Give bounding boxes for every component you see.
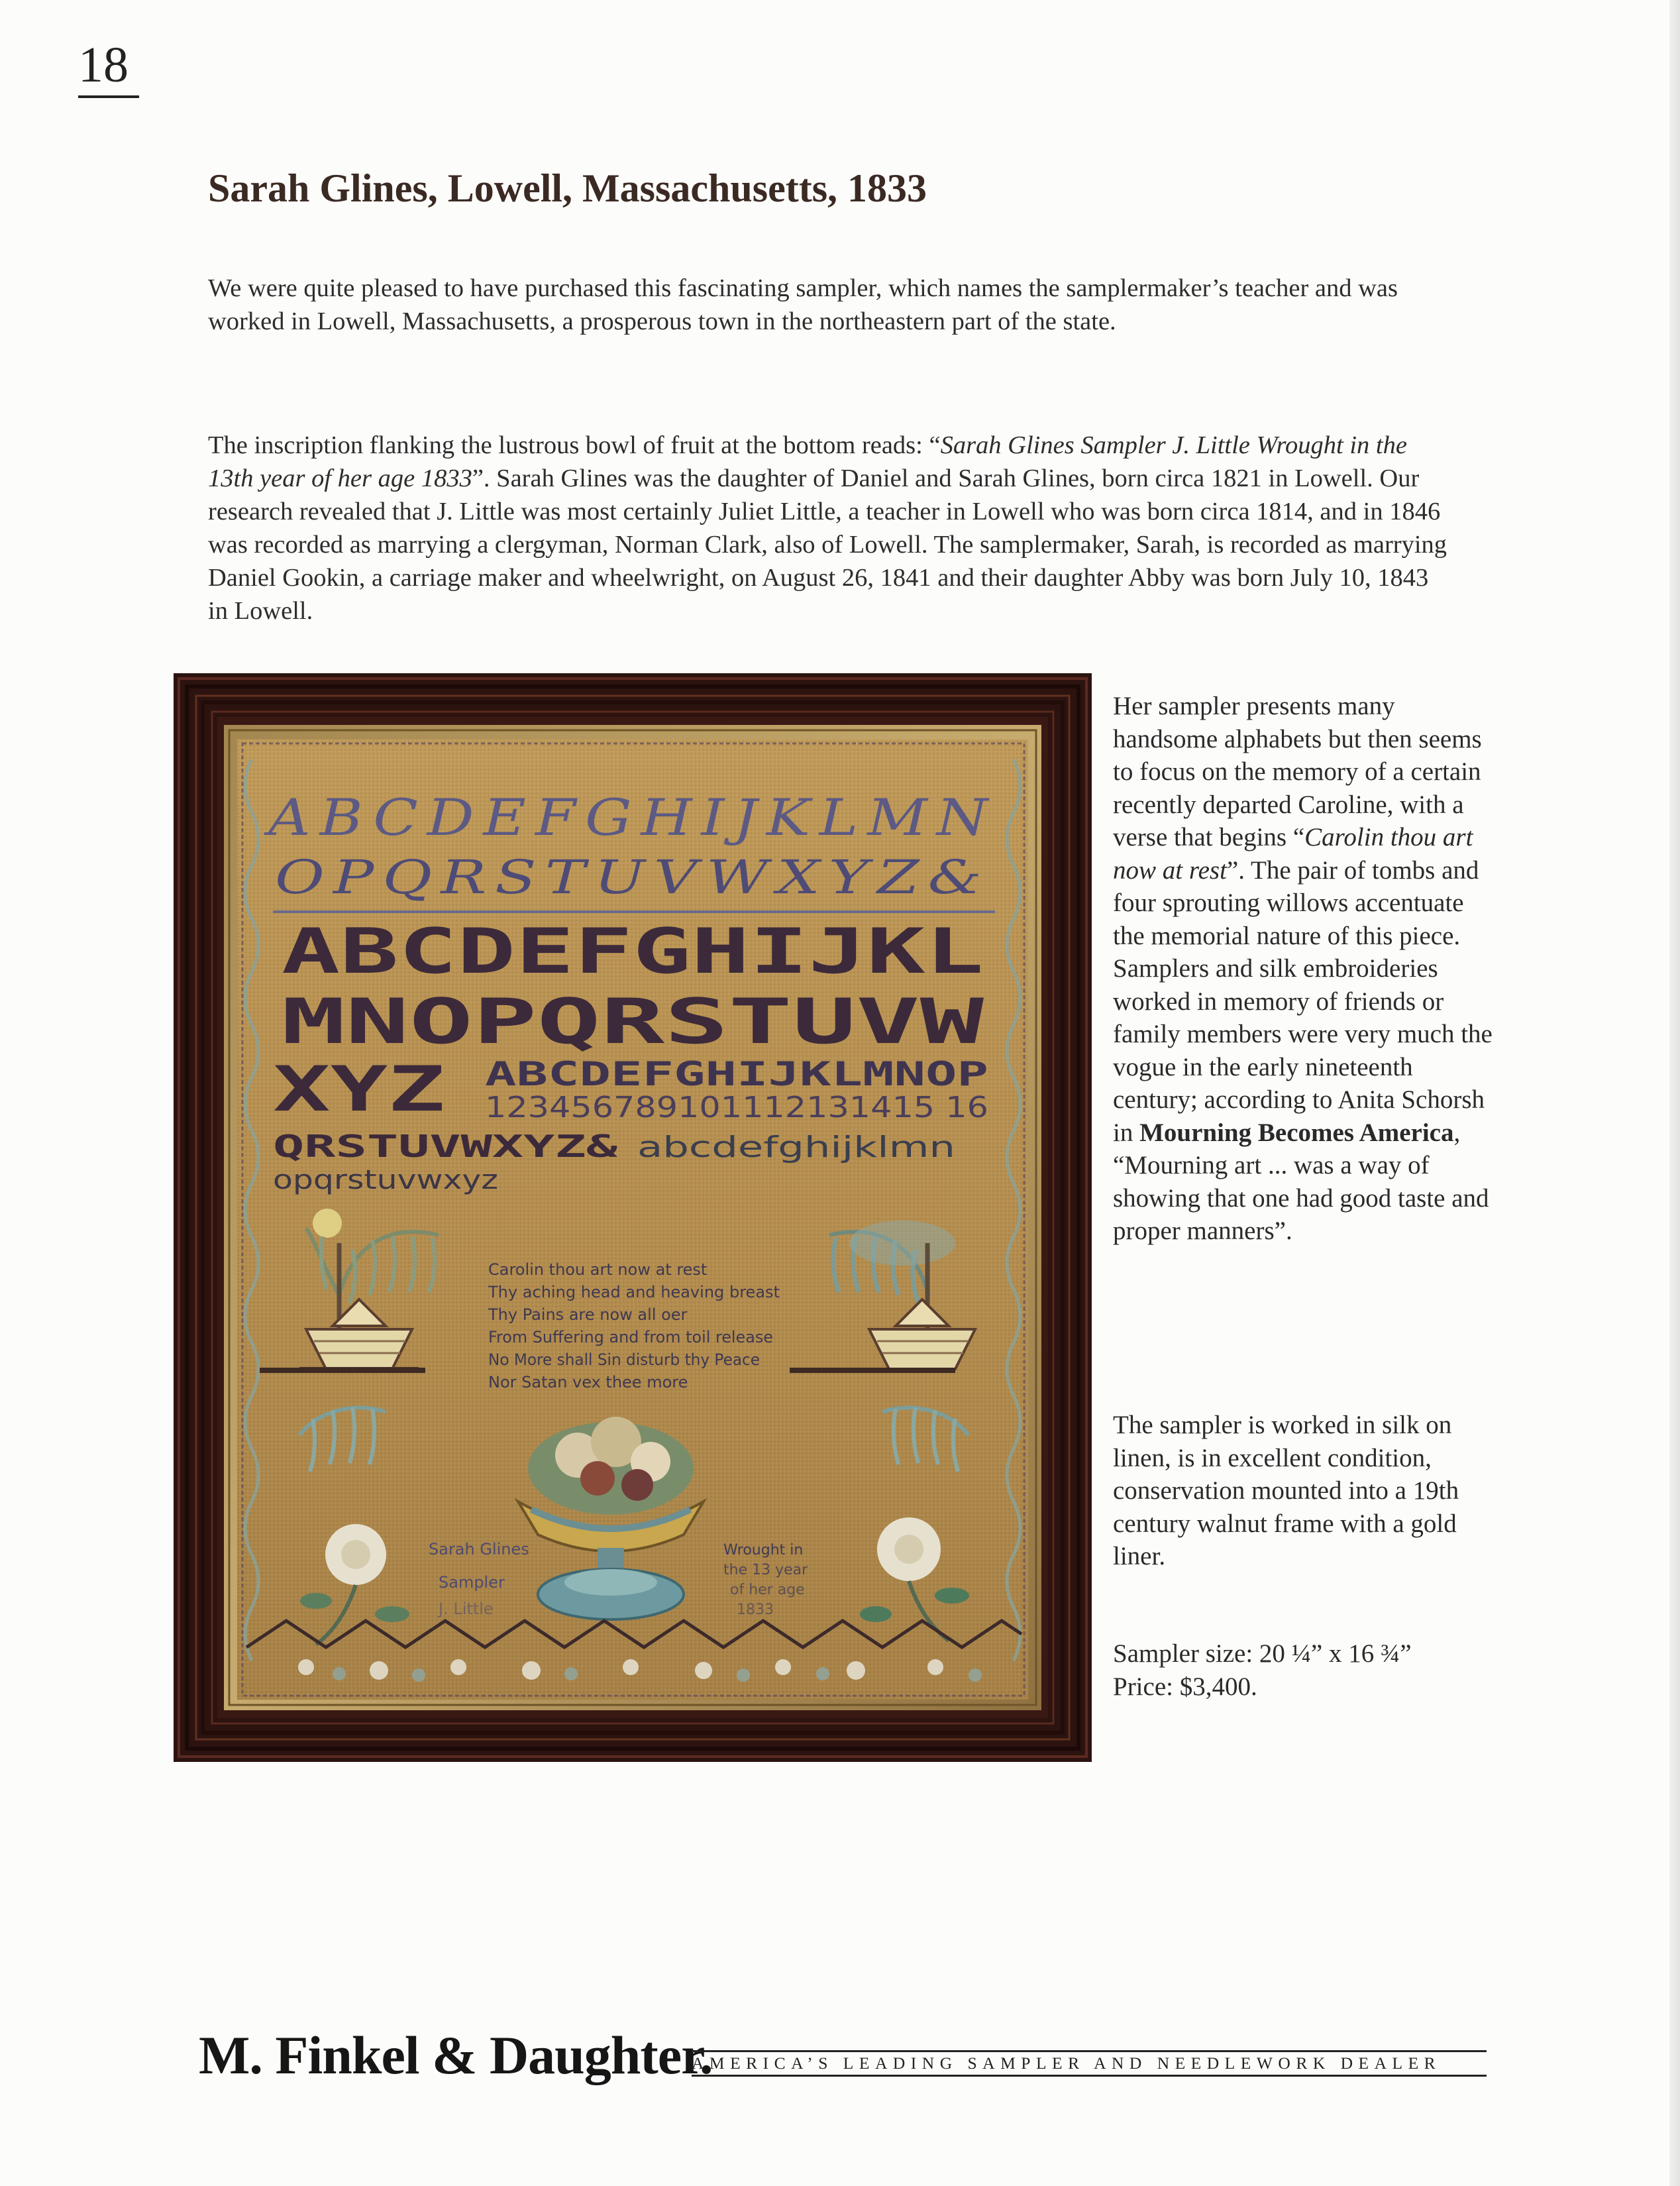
sampler-photograph — [174, 673, 1092, 1762]
right-inscription-line: of her age — [730, 1582, 805, 1598]
condition-column — [1113, 1409, 1497, 1573]
verse-line: Nor Satan vex thee more — [488, 1373, 688, 1392]
description-text: ”. The pair of tombs and four sprouting willows accentuate the memorial nature of this piece. Samplers and silk embroideries worked in memory of friends or family members were very much the vogue in the early nineteenth century; according to Anita Schorsh in — [1113, 855, 1493, 1147]
sampler-row-5-b: abcdefghijklmn — [637, 1130, 955, 1164]
left-inscription-line: Sampler — [439, 1573, 505, 1592]
article-title: Sarah Glines, Lowell, Massachusetts, 1833 — [208, 166, 927, 210]
sampler-description-column — [1113, 690, 1497, 1248]
description-text: Her sampler presents many handsome alphabets but then seems to focus on the memory of a certain recently departed Caroline, with a verse that begins “ — [1113, 692, 1482, 851]
sampler-block-row-2: MNOPQRSTUVW — [282, 986, 984, 1058]
page-number-underline — [78, 95, 139, 98]
sampler-script-row-1: ABCDEFGHIJKLMN — [264, 788, 997, 847]
verse-line: No More shall Sin disturb thy Peace — [488, 1350, 760, 1369]
dealer-tagline: AMERICA’S LEADING SAMPLER AND NEEDLEWORK DEALER — [692, 2050, 1487, 2077]
left-inscription-line: Sarah Glines — [429, 1540, 529, 1558]
sampler-block-row-1: ABCDEFGHIJKL — [282, 916, 984, 988]
sampler-script-row-2: OPQRSTUVWXYZ& — [275, 850, 990, 904]
sampler-row-6: opqrstuvwxyz — [273, 1165, 498, 1195]
sampler-row-5-a: QRSTUVWXYZ& — [273, 1128, 618, 1164]
size-price-block — [1113, 1637, 1497, 1703]
right-inscription-line: Wrought in — [723, 1542, 804, 1558]
sampler-numbers: 123456789101112131415 16 — [485, 1091, 988, 1124]
verse-line: From Suffering and from toil release — [488, 1328, 773, 1346]
verse-line: Thy aching head and heaving breast — [487, 1283, 780, 1301]
verse-line: Carolin thou art now at rest — [488, 1260, 708, 1279]
verse-quote: Carolin thou art now at rest — [1113, 823, 1473, 885]
condition-paragraph: The sampler is worked in silk on linen, is in excellent condition, conservation mounted into a 19th century walnut frame with a gold liner. — [1113, 1411, 1459, 1570]
page-number: 18 — [78, 37, 129, 93]
book-title: Mourning Becomes America — [1139, 1118, 1454, 1147]
inscription-lead: The inscription flanking the lustrous bowl of fruit at the bottom reads: “ — [208, 431, 941, 459]
price: Price: $3,400. — [1113, 1672, 1257, 1701]
left-inscription-line: J. Little — [439, 1600, 494, 1618]
inscription-quote: Sarah Glines Sampler J. Little Wrought in the 13th year of her age 1833 — [208, 431, 1407, 492]
sampler-block-row-3-big: XYZ — [273, 1054, 445, 1126]
sampler-size: Sampler size: 20 ¼” x 16 ¾” — [1113, 1639, 1412, 1668]
right-inscription-line: 1833 — [737, 1602, 774, 1618]
sampler-description-paragraph — [1113, 690, 1497, 1248]
page-edge — [1669, 0, 1680, 2186]
verse-line: Thy Pains are now all oer — [488, 1305, 688, 1324]
description-text: , “Mourning art ... was a way of showing that one had good taste and proper manners”. — [1113, 1118, 1489, 1245]
inscription-rest: ”. Sarah Glines was the daughter of Daniel and Sarah Glines, born circa 1821 in Lowell. Our research revealed that J. Little was most certainly Juliet Little, a teacher in Lowell who was born circa 1814, and in 1846 was recorded as marrying a clergyman, Norman Clark, also of Lowell. The samplermaker, Sarah, is recorded as marrying Daniel Gookin, a carriage maker and wheelwright, on August 26, 1841 and their daughter Abby was born July 10, 1843 in Lowell. — [208, 465, 1447, 625]
sampler-block-row-3-small: ABCDEFGHIJKLMNOP — [485, 1055, 988, 1093]
dealer-logo: M. Finkel & Daughter. — [199, 2025, 713, 2085]
right-inscription-line: the 13 year — [723, 1562, 808, 1578]
intro-paragraph: We were quite pleased to have purchased this fascinating sampler, which names the samplermaker’s teacher and was worked in Lowell, Massachusetts, a prosperous town in the northeastern part of the state. — [208, 274, 1398, 335]
inscription-paragraph — [208, 429, 1453, 628]
